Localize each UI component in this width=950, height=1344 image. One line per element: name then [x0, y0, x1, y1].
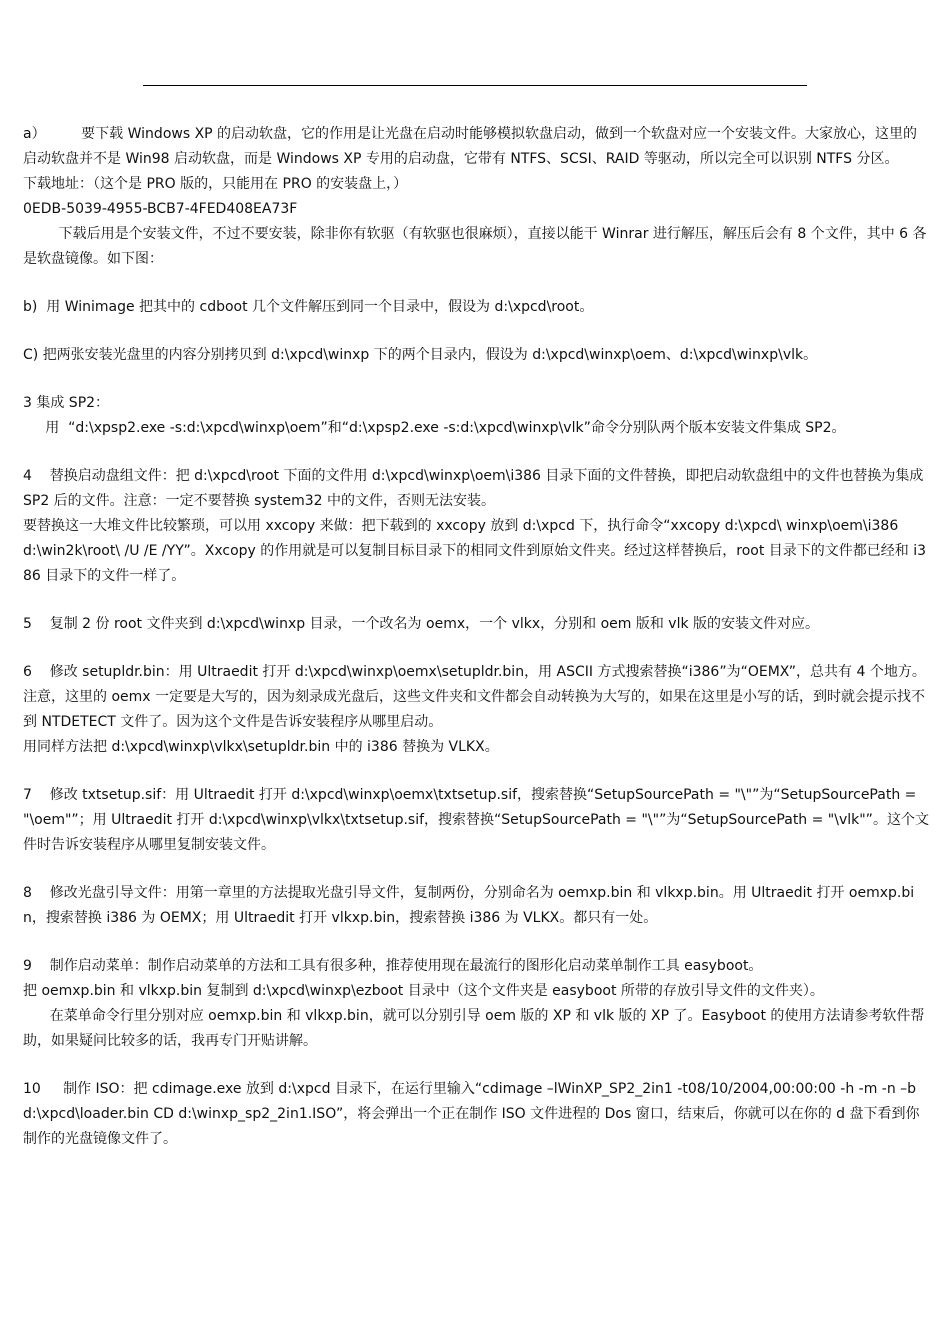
paragraph: C) 把两张安装光盘里的内容分别拷贝到 d:\xpcd\winxp 下的两个目录内，假设为 d:\xpcd\winxp\oem、d:\xpcd\winxp\vlk。	[23, 347, 818, 363]
paragraph: 5 复制 2 份 root 文件夹到 d:\xpcd\winxp 目录，一个改名为 oemx，一个 vlkx，分别和 oem 版和 vlk 版的安装文件对应。	[23, 616, 820, 632]
paragraph: a） 要下载 Windows XP 的启动软盘，它的作用是让光盘在启动时能够模拟软盘启动，做到一个软盘对应一个安装文件。大家放心，这里的启动软盘并不是 Win98 启动软盘，而是 Windows XP 专用的启动盘，它带有 NTFS、SCSI、RAID 等驱动，所以完全可以识别 NTFS 分区。	[23, 126, 918, 167]
paragraph: 9 制作启动菜单：制作启动菜单的方法和工具有很多种，推荐使用现在最流行的图形化启动菜单制作工具 easyboot。	[23, 958, 763, 974]
paragraph-gap	[23, 1054, 929, 1077]
header-rule	[143, 85, 807, 86]
paragraph: 6 修改 setupldr.bin：用 Ultraedit 打开 d:\xpcd\winxp\oemx\setupldr.bin，用 ASCII 方式搜索替换“i386”为“OEMX”，总共有 4 个地方。注意，这里的 oemx 一定要是大写的，因为刻录成光盘后，这些文件夹和文件都会自动转换为大写的，如果在这里是小写的话，到时就会提示找不到 NTDETECT 文件了。因为这个文件是告诉安装程序从哪里启动。	[23, 664, 926, 730]
document-body	[23, 122, 929, 1152]
paragraph: 用同样方法把 d:\xpcd\winxp\vlkx\setupldr.bin 中的 i386 替换为 VLKX。	[23, 739, 499, 755]
paragraph: 下载后用是个安装文件，不过不要安装，除非你有软驱（有软驱也很麻烦），直接以能干 Winrar 进行解压，解压后会有 8 个文件，其中 6 各是软盘镜像。如下图：	[23, 226, 927, 267]
paragraph: 8 修改光盘引导文件：用第一章里的方法提取光盘引导文件，复制两份，分别命名为 oemxp.bin 和 vlkxp.bin。用 Ultraedit 打开 oemxp.bin，搜索替换 i386 为 OEMX；用 Ultraedit 打开 vlkxp.bin，搜索替换 i386 为 VLKX。都只有一处。	[23, 885, 915, 926]
paragraph: b) 用 Winimage 把其中的 cdboot 几个文件解压到同一个目录中，假设为 d:\xpcd\root。	[23, 299, 594, 315]
paragraph-gap	[23, 320, 929, 343]
paragraph: 用 “d:\xpsp2.exe -s:d:\xpcd\winxp\oem”和“d:\xpsp2.exe -s:d:\xpcd\winxp\vlk”命令分别队两个版本安装文件集成 SP2。	[23, 420, 846, 436]
paragraph: 3 集成 SP2：	[23, 395, 110, 411]
paragraph: 要替换这一大堆文件比较繁琐，可以用 xxcopy 来做：把下载到的 xxcopy 放到 d:\xpcd 下，执行命令“xxcopy d:\xpcd\ winxp\oem\i386 d:\win2k\root\ /U /E /YY”。Xxcopy 的作用就是可以复制目标目录下的相同文件到原始文件夹。经过这样替换后，root 目录下的文件都已经和 i386 目录下的文件一样了。	[23, 518, 927, 584]
paragraph-gap	[23, 931, 929, 954]
paragraph-gap	[23, 760, 929, 783]
paragraph: 4 替换启动盘组文件：把 d:\xpcd\root 下面的文件用 d:\xpcd\winxp\oem\i386 目录下面的文件替换，即把启动软盘组中的文件也替换为集成 SP2 后的文件。注意：一定不要替换 system32 中的文件，否则无法安装。	[23, 468, 928, 509]
paragraph: 在菜单命令行里分别对应 oemxp.bin 和 vlkxp.bin，就可以分别引导 oem 版的 XP 和 vlk 版的 XP 了。Easyboot 的使用方法请参考软件帮助，如果疑问比较多的话，我再专门开贴讲解。	[23, 1008, 925, 1049]
paragraph-gap	[23, 858, 929, 881]
paragraph-gap	[23, 441, 929, 464]
paragraph-gap	[23, 637, 929, 660]
paragraph: 下载地址：（这个是 PRO 版的，只能用在 PRO 的安装盘上，）	[23, 176, 408, 192]
paragraph: 7 修改 txtsetup.sif：用 Ultraedit 打开 d:\xpcd\winxp\oemx\txtsetup.sif，搜索替换“SetupSourcePath = "\"”为“SetupSourcePath = "\oem"”；用 Ultraedit 打开 d:\xpcd\winxp\vlkx\txtsetup.sif，搜索替换“SetupSourcePath = "\"”为“SetupSourcePath = "\vlk"”。这个文件时告诉安装程序从哪里复制安装文件。	[23, 787, 929, 853]
paragraph-gap	[23, 272, 929, 295]
paragraph: 10 制作 ISO：把 cdimage.exe 放到 d:\xpcd 目录下，在运行里输入“cdimage –lWinXP_SP2_2in1 -t08/10/2004,00:00:00 -h -m -n –bd:\xpcd\loader.bin CD d:\winxp_sp2_2in1.ISO”，将会弹出一个正在制作 ISO 文件进程的 Dos 窗口，结束后，你就可以在你的 d 盘下看到你制作的光盘镜像文件了。	[23, 1081, 920, 1147]
paragraph: 把 oemxp.bin 和 vlkxp.bin 复制到 d:\xpcd\winxp\ezboot 目录中（这个文件夹是 easyboot 所带的存放引导文件的文件夹）。	[23, 983, 824, 999]
paragraph-gap	[23, 368, 929, 391]
paragraph: 0EDB-5039-4955-BCB7-4FED408EA73F	[23, 201, 298, 217]
paragraph-gap	[23, 589, 929, 612]
